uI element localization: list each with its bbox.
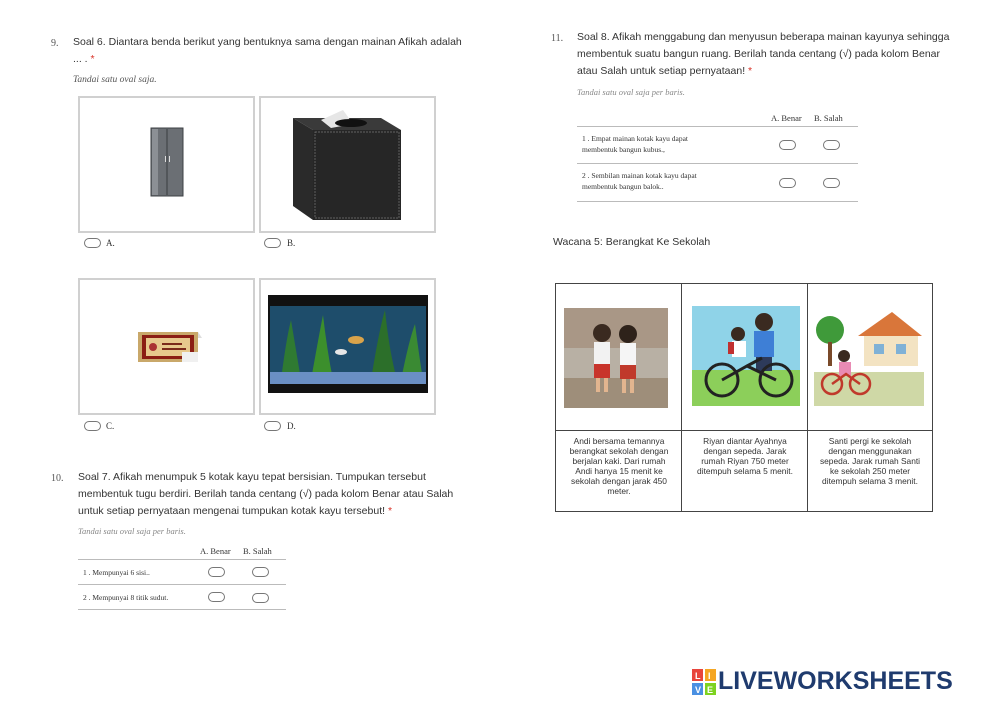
caption-line: Santi pergi ke sekolah bbox=[828, 436, 912, 446]
caption-line: Andi hanya 15 menit ke bbox=[575, 466, 663, 476]
statement-row-1: 1 . Mempunyai 6 sisi.. bbox=[83, 568, 150, 577]
option-image-a[interactable] bbox=[78, 96, 255, 233]
girl-bicycle-image bbox=[814, 302, 924, 406]
radio-row1-salah[interactable] bbox=[823, 140, 840, 150]
question-text bbox=[73, 34, 473, 68]
matchbox-image bbox=[80, 280, 253, 413]
question-number: 11. bbox=[551, 33, 564, 44]
liveworksheets-logo-icon bbox=[692, 669, 716, 695]
table-divider bbox=[577, 126, 858, 127]
cabinet-image bbox=[80, 98, 253, 231]
radio-row2-salah[interactable] bbox=[823, 178, 840, 188]
caption-line: meter. bbox=[607, 486, 631, 496]
option-image-b[interactable] bbox=[259, 96, 436, 233]
column-header-benar: A. Benar bbox=[200, 546, 231, 556]
radio-row2-benar[interactable] bbox=[208, 592, 225, 602]
question-number: 9. bbox=[51, 38, 59, 49]
question-text-line: Soal 7. Afikah menumpuk 5 kotak kayu tepat bersisian. Tumpukan tersebut bbox=[78, 471, 426, 483]
father-bicycle-image bbox=[692, 306, 800, 406]
table-divider bbox=[78, 559, 286, 560]
instruction-hint: Tandai satu oval saja per baris. bbox=[577, 87, 685, 97]
caption-line: ditempuh selama 3 menit. bbox=[822, 476, 918, 486]
caption-line: dengan sepeda. Jarak bbox=[703, 446, 787, 456]
tissue-box-image bbox=[261, 98, 434, 231]
question-text bbox=[577, 29, 957, 80]
column-header-benar: A. Benar bbox=[771, 113, 802, 123]
liveworksheets-logo: LIVEWORKSHEETS bbox=[718, 667, 953, 695]
caption-line: Riyan diantar Ayahnya bbox=[703, 436, 787, 446]
caption-line: rumah Riyan 750 meter bbox=[701, 456, 789, 466]
question-text-line: untuk setiap pernyataan mengenai tumpukan kotak kayu tersebut! bbox=[78, 505, 386, 517]
caption-line: ditempuh selama 5 menit. bbox=[697, 466, 793, 476]
aquarium-image bbox=[261, 280, 434, 413]
option-image-d[interactable] bbox=[259, 278, 436, 415]
radio-option-b[interactable] bbox=[264, 238, 281, 248]
story-caption-3 bbox=[809, 436, 931, 486]
question-text-line: Soal 6. Diantara benda berikut yang bentuknya sama dengan mainan Afikah adalah bbox=[73, 36, 462, 48]
caption-line: sepeda. Jarak rumah Santi bbox=[819, 456, 921, 466]
caption-line: berjalan kaki. Dari rumah bbox=[572, 456, 666, 466]
statement-line: membentuk bangun balok.. bbox=[582, 182, 664, 191]
table-divider bbox=[78, 584, 286, 585]
statement-row-1 bbox=[582, 133, 688, 155]
table-divider bbox=[577, 163, 858, 164]
option-label: B. bbox=[287, 238, 296, 248]
svg-text:E: E bbox=[707, 685, 714, 695]
question-text bbox=[78, 469, 458, 520]
table-divider bbox=[78, 609, 286, 610]
statement-line: 2 . Sembilan mainan kotak kayu dapat bbox=[582, 171, 697, 180]
svg-text:V: V bbox=[695, 685, 702, 695]
statement-row-2 bbox=[582, 170, 697, 192]
instruction-hint: Tandai satu oval saja. bbox=[73, 75, 157, 85]
caption-line: Andi bersama temannya bbox=[573, 436, 665, 446]
option-label: D. bbox=[287, 421, 296, 431]
radio-row1-benar[interactable] bbox=[208, 567, 225, 577]
option-label: A. bbox=[106, 238, 115, 248]
required-marker: * bbox=[387, 505, 393, 517]
question-text-line: ... . bbox=[73, 53, 88, 65]
caption-line: ke sekolah 250 meter bbox=[829, 466, 911, 476]
radio-row1-salah[interactable] bbox=[252, 567, 269, 577]
story-table bbox=[555, 283, 933, 512]
story-caption-1 bbox=[558, 436, 680, 496]
radio-row1-benar[interactable] bbox=[779, 140, 796, 150]
statement-line: 1 . Empat mainan kotak kayu dapat bbox=[582, 134, 689, 143]
statement-row-2: 2 . Mempunyai 8 titik sudut. bbox=[83, 593, 169, 602]
radio-row2-benar[interactable] bbox=[779, 178, 796, 188]
svg-text:L: L bbox=[695, 671, 701, 681]
instruction-hint: Tandai satu oval saja per baris. bbox=[78, 526, 186, 536]
caption-line: dengan menggunakan bbox=[828, 446, 912, 456]
table-divider bbox=[577, 201, 858, 202]
caption-line: sekolah dengan jarak 450 bbox=[571, 476, 667, 486]
column-header-salah: B. Salah bbox=[814, 113, 843, 123]
question-text-line: atau Salah untuk setiap pernyataan! bbox=[577, 65, 746, 77]
children-walking-image bbox=[564, 308, 668, 408]
question-text-line: Soal 8. Afikah menggabung dan menyusun beberapa mainan kayunya sehingga bbox=[577, 31, 950, 43]
svg-text:I: I bbox=[708, 671, 711, 681]
column-header-salah: B. Salah bbox=[243, 546, 272, 556]
table-divider bbox=[556, 430, 932, 431]
radio-option-a[interactable] bbox=[84, 238, 101, 248]
required-marker: * bbox=[748, 65, 753, 77]
question-number: 10. bbox=[51, 473, 64, 484]
question-text-line: membentuk suatu bangun ruang. Berilah tanda centang (√) pada kolom Benar bbox=[577, 48, 940, 60]
story-caption-2 bbox=[684, 436, 806, 476]
radio-option-c[interactable] bbox=[84, 421, 101, 431]
option-label: C. bbox=[106, 421, 115, 431]
caption-line: berangkat sekolah dengan bbox=[569, 446, 669, 456]
option-image-c[interactable] bbox=[78, 278, 255, 415]
section-title: Wacana 5: Berangkat Ke Sekolah bbox=[553, 236, 711, 248]
radio-option-d[interactable] bbox=[264, 421, 281, 431]
statement-line: membentuk bangun kubus., bbox=[582, 145, 665, 154]
required-marker: * bbox=[90, 53, 95, 65]
question-text-line: membentuk tugu berdiri. Berilah tanda centang (√) pada kolom Benar atau Salah bbox=[78, 488, 454, 500]
radio-row2-salah[interactable] bbox=[252, 593, 269, 603]
